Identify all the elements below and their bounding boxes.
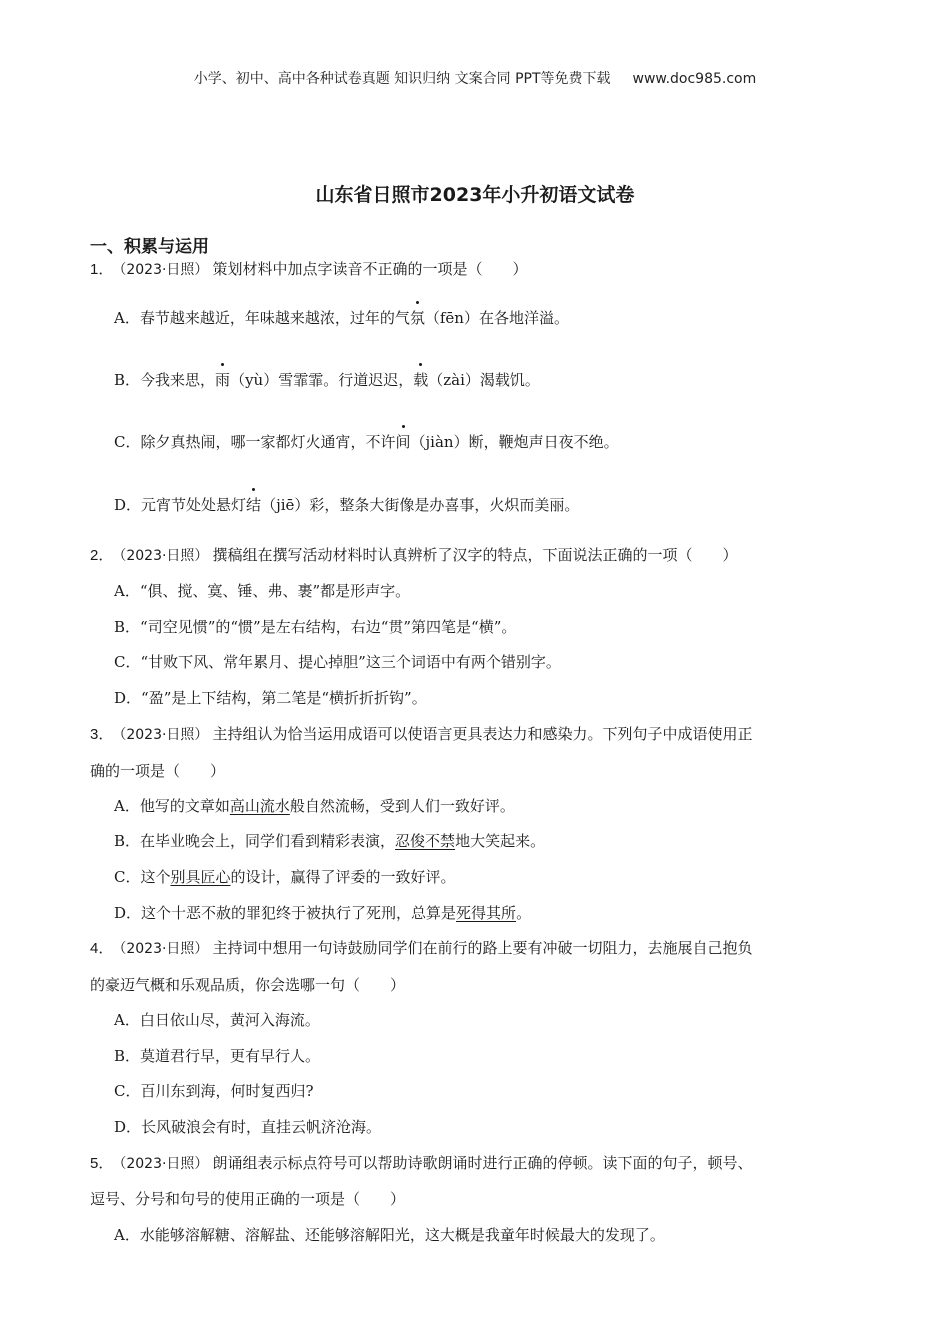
question-3-option-c[interactable]: C．这个别具匠心的设计，赢得了评委的一致好评。 (114, 868, 456, 886)
header-text: 小学、初中、高中各种试卷真题 知识归纳 文案合同 PPT等免费下载 (193, 71, 611, 87)
question-source: （2023·日照） (119, 727, 209, 743)
question-source: （2023·日照） (119, 941, 209, 957)
underlined-idiom: 别具匠心 (170, 868, 231, 886)
question-number: 3． (90, 726, 114, 743)
question-4-option-c[interactable]: C．百川东到海，何时复西归? (114, 1082, 314, 1100)
question-number: 4． (90, 940, 114, 957)
dotted-char: 氛 (409, 309, 425, 327)
question-1-option-d[interactable]: D．元宵节处处悬灯结（jiē）彩，整条大街像是办喜事，火炽而美丽。 (114, 496, 580, 514)
question-1-option-a[interactable]: A．春节越来越近，年味越来越浓，过年的气氛（fēn）在各地洋溢。 (114, 309, 569, 327)
question-3-option-b[interactable]: B．在毕业晚会上，同学们看到精彩表演，忍俊不禁地大笑起来。 (114, 832, 546, 850)
dotted-char: 雨 (215, 371, 231, 389)
question-3-option-d[interactable]: D．这个十恶不赦的罪犯终于被执行了死刑，总算是死得其所。 (114, 904, 532, 922)
question-text: 策划材料中加点字读音不正确的一项是（ ） (212, 260, 528, 278)
header-site-link[interactable]: www.doc985.com (632, 71, 757, 87)
question-number: 2． (90, 547, 114, 564)
question-2-option-c[interactable]: C．“甘败下风、常年累月、提心掉胆”这三个词语中有两个错别字。 (114, 653, 561, 671)
dotted-char: 载 (413, 371, 429, 389)
question-source: （2023·日照） (119, 548, 209, 564)
question-1-option-b[interactable]: B．今我来思，雨（yù）雪霏霏。行道迟迟，载（zài）渴载饥。 (114, 371, 540, 389)
dotted-char: 结 (246, 496, 262, 514)
question-number: 1． (90, 261, 114, 278)
question-text: 朗诵组表示标点符号可以帮助诗歌朗诵时进行正确的停顿。读下面的句子，顿号、 (212, 1154, 753, 1172)
question-text: 主持词中想用一句诗鼓励同学们在前行的路上要有冲破一切阻力，去施展自己抱负 (212, 939, 753, 957)
question-3-stem-cont: 确的一项是（ ） (90, 762, 226, 780)
question-2-option-b[interactable]: B．“司空见惯”的“惯”是左右结构，右边“贯”第四笔是“横”。 (114, 618, 517, 636)
underlined-idiom: 高山流水 (229, 797, 290, 815)
question-4-option-a[interactable]: A．白日依山尽，黄河入海流。 (114, 1011, 320, 1029)
question-source: （2023·日照） (119, 1156, 209, 1172)
question-1-stem (90, 258, 527, 279)
question-5-stem-cont: 逗号、分号和句号的使用正确的一项是（ ） (90, 1190, 406, 1208)
dotted-char: 间 (395, 433, 411, 451)
section-heading: 一、积累与运用 (90, 237, 209, 257)
page-header (0, 68, 950, 88)
question-2-option-a[interactable]: A．“俱、搅、寞、锤、弗、裹”都是形声字。 (114, 582, 411, 600)
question-3-stem (90, 723, 752, 744)
question-4-stem-cont: 的豪迈气概和乐观品质，你会选哪一句（ ） (90, 976, 406, 994)
question-5-option-a[interactable]: A．水能够溶解糖、溶解盐、还能够溶解阳光，这大概是我童年时候最大的发现了。 (114, 1226, 665, 1244)
page-title: 山东省日照市2023年小升初语文试卷 (315, 184, 635, 206)
question-4-option-d[interactable]: D．长风破浪会有时，直挂云帆济沧海。 (114, 1118, 382, 1136)
question-4-option-b[interactable]: B．莫道君行早，更有早行人。 (114, 1047, 321, 1065)
question-text: 主持组认为恰当运用成语可以使语言更具表达力和感染力。下列句子中成语使用正 (212, 725, 753, 743)
question-source: （2023·日照） (119, 262, 209, 278)
question-1-option-c[interactable]: C．除夕真热闹，哪一家都灯火通宵，不许间（jiàn）断，鞭炮声日夜不绝。 (114, 433, 619, 451)
question-5-stem (90, 1152, 752, 1173)
question-2-stem (90, 544, 737, 565)
question-number: 5． (90, 1155, 114, 1172)
question-2-option-d[interactable]: D．“盈”是上下结构，第二笔是“横折折折钩”。 (114, 689, 427, 707)
question-4-stem (90, 937, 752, 958)
question-text: 撰稿组在撰写活动材料时认真辨析了汉字的特点，下面说法正确的一项（ ） (212, 546, 738, 564)
underlined-idiom: 忍俊不禁 (395, 832, 456, 850)
underlined-idiom: 死得其所 (456, 904, 517, 922)
question-3-option-a[interactable]: A．他写的文章如高山流水般自然流畅，受到人们一致好评。 (114, 797, 515, 815)
